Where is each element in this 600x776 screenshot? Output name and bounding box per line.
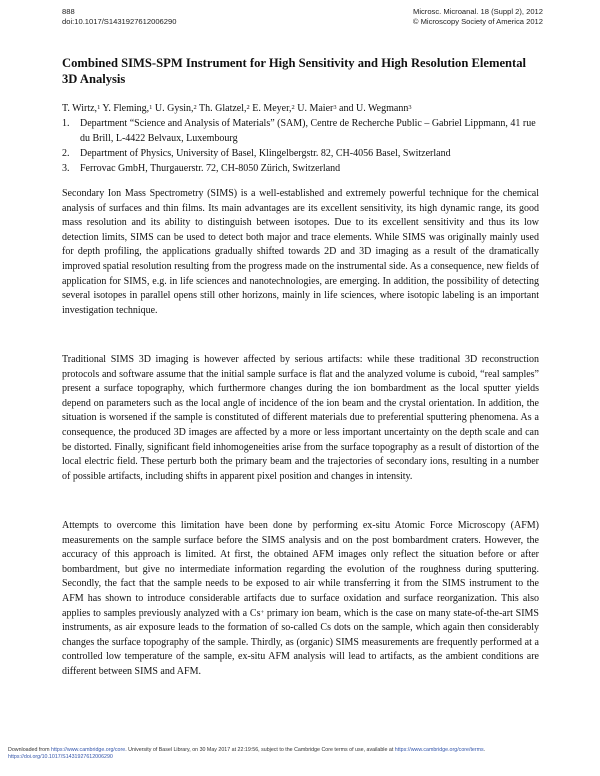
affiliation-text: Department “Science and Analysis of Materials” (SAM), Centre de Recherche Public – Gabriel Lippmann, 41 rue du Brill, L-4422 Belvaux, Luxembourg: [80, 118, 536, 144]
body-paragraph-1: Secondary Ion Mass Spectrometry (SIMS) is a well-established and extremely powerful technique for the chemical analysis of surfaces and thin films. Its main advantages are its excellent sensitivity, its high dynamic range, its good mass resolution and its ability to distinguish between isotopes. Due to its excellent sensitivity and thus its low detection limits, SIMS can be used to detect both major and trace elements. While SIMS was originally mainly used for depth profiling, the applications gradually shifted towards 2D and 3D imaging as a result of the dramatically improved spatial resolution resulting from the progress made on the instrumental side. As a consequence, new fields of application for SIMS, e.g. in life sciences and nanotechnologies, are emerging. In addition, the possibility of detecting several isotopes in parallel opens still other horizons, mainly in life sciences, where isotopic labeling is an important investigation technique.: [62, 188, 539, 316]
doi: doi:10.1017/S1431927612006290: [62, 16, 177, 26]
running-header-right: [413, 7, 543, 26]
affiliation-number: 2.: [62, 148, 70, 159]
paper-title: Combined SIMS-SPM Instrument for High Sensitivity and High Resolution Elemental 3D Analysis: [62, 56, 527, 86]
footer-text: . University of Basel Library, on 30 May 2017 at 22:19:56, subject to the Cambridge Core terms of use, available at: [125, 747, 395, 753]
author-name: E. Meyer,: [249, 103, 292, 114]
body-paragraph-3: [62, 519, 539, 680]
author-affiliation-mark: 1: [97, 104, 101, 111]
download-footer: [8, 747, 596, 762]
paragraph-text: Attempts to overcome this limitation have been done by performing ex-situ Atomic Force Microscopy (AFM) measurements on the sample surface before the SIMS analysis and on the post bombardment craters. However, the accuracy of this approach is limited. At first, the obtained AFM images only reflect the situation before or after bombardment, but give no intermediate information regarding the evolution of the roughness during sputtering. Secondly, the fact that the sample needs to be exposed to air while transferring it from the SIMS instrument to the AFM has shown to introduce considerable artifacts due to surface oxidation and surface reorganization. This also applies to samples previously analyzed with a Cs: [62, 520, 539, 619]
author-list: [62, 101, 542, 116]
author-name: and U. Wegmann: [336, 103, 409, 114]
author-affiliation-mark: 1: [149, 104, 153, 111]
footer-text: .: [483, 747, 486, 753]
affiliation-number: 3.: [62, 163, 70, 174]
affiliation-item: [62, 146, 540, 161]
author-affiliation-mark: 2: [193, 104, 197, 111]
author-affiliation-mark: 2: [246, 104, 250, 111]
author-name: Th. Glatzel,: [196, 103, 247, 114]
author-name: Y. Fleming,: [100, 103, 150, 114]
footer-link-core[interactable]: https://www.cambridge.org/core: [51, 747, 126, 753]
author-affiliation-mark: 3: [333, 104, 337, 111]
affiliation-text: Ferrovac GmbH, Thurgauerstr. 72, CH-8050 Zürich, Switzerland: [80, 163, 341, 174]
author-name: T. Wirtz,: [62, 103, 98, 114]
paragraph-text: primary ion beam, which is the case on many state-of-the-art SIMS instruments, as air exposure leads to the formation of so-called Cs dots on the sample, which again then considerably changes the surface topography of the sample. Thirdly, as (organic) SIMS measurements are frequently performed at a controlled low temperature of the sample, ex-situ AFM analysis will lead to artifacts, as the ambient conditions are different between SIMS and AFM.: [62, 607, 539, 677]
copyright-notice: © Microscopy Society of America 2012: [412, 16, 543, 26]
body-paragraph-2: Traditional SIMS 3D imaging is however affected by serious artifacts: while these traditional 3D reconstruction protocols and software assume that the initial sample surface is flat and the analyzed volume is cuboid, “real samples” present a surface topography, which furthermore changes during the ion bombardment as the local sputter yields depend on parameters such as the local angle of incidence of the ion beam and the crystal orientation. In addition, the situation is worsened if the sample is constituted of different materials due to preferential sputtering phenomena. As a consequence, the produced 3D images are affected by a more or less important uncertainty on the depth scale and can be distorted. Finally, significant field inhomogeneities arise from the surface topography as a result of distortion of the local electric field. These perturb both the primary beam and the trajectories of secondary ions, resulting in a number of possible artifacts, including shifts in apparent pixel position and changes in intensity.: [62, 354, 539, 482]
affiliation-item: [62, 161, 540, 176]
author-affiliation-mark: 3: [408, 104, 412, 111]
author-name: U. Maier: [294, 103, 334, 114]
affiliation-number: 1.: [62, 118, 70, 129]
running-header-left: [62, 7, 176, 26]
footer-link-doi[interactable]: https://doi.org/10.1017/S1431927612006290: [8, 754, 113, 761]
affiliation-item: [62, 116, 540, 146]
page-number: 888: [62, 7, 75, 16]
author-name: U. Gysin,: [152, 103, 194, 114]
affiliation-text: Department of Physics, University of Basel, Klingelbergstr. 82, CH-4056 Basel, Switzerland: [80, 148, 451, 159]
journal-citation: Microsc. Microanal. 18 (Suppl 2), 2012: [413, 7, 543, 16]
charge-superscript: +: [260, 608, 265, 616]
affiliation-list: [62, 116, 540, 176]
author-affiliation-mark: 2: [291, 104, 295, 111]
footer-text: Downloaded from: [8, 747, 51, 753]
footer-link-terms[interactable]: https://www.cambridge.org/core/terms: [394, 747, 484, 753]
